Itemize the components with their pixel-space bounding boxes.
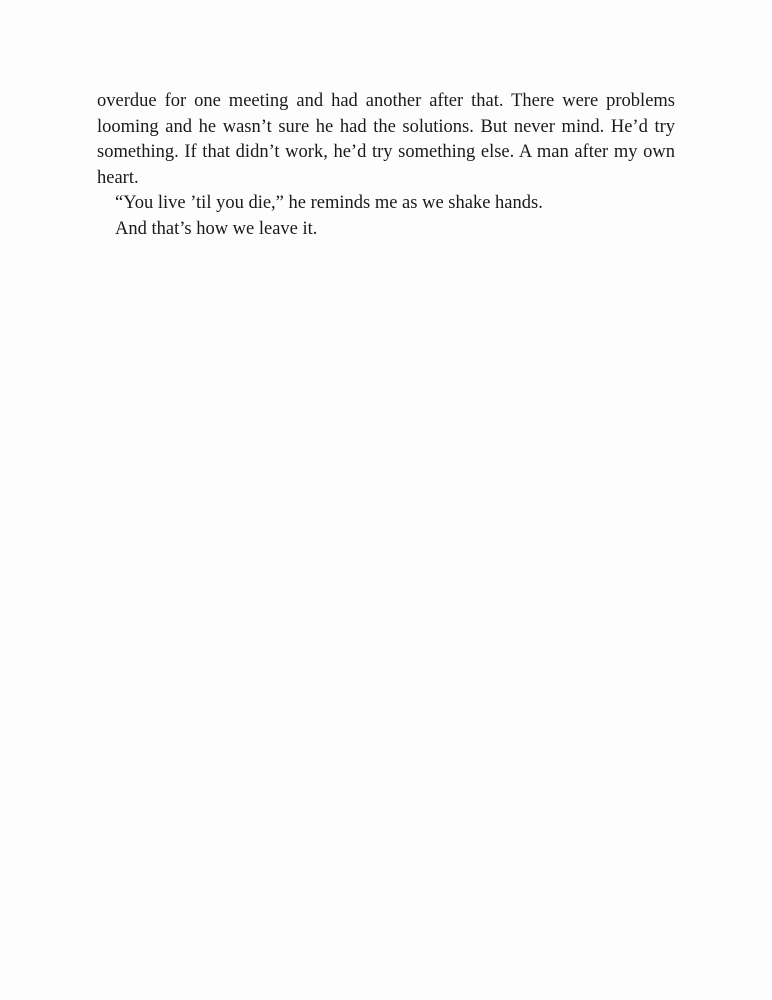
- paragraph-closing: And that’s how we leave it.: [115, 218, 318, 239]
- paragraph-continuation: overdue for one meeting and had another after that. There were problems looming and he wasn’t sure he had the solutions. But never mind. He’d try something. If that didn’t work, he’d try something else. A man after my own heart.: [97, 91, 675, 188]
- paragraph-quote: “You live ’til you die,” he reminds me as we shake hands.: [115, 193, 543, 213]
- page-body-text: [97, 89, 675, 242]
